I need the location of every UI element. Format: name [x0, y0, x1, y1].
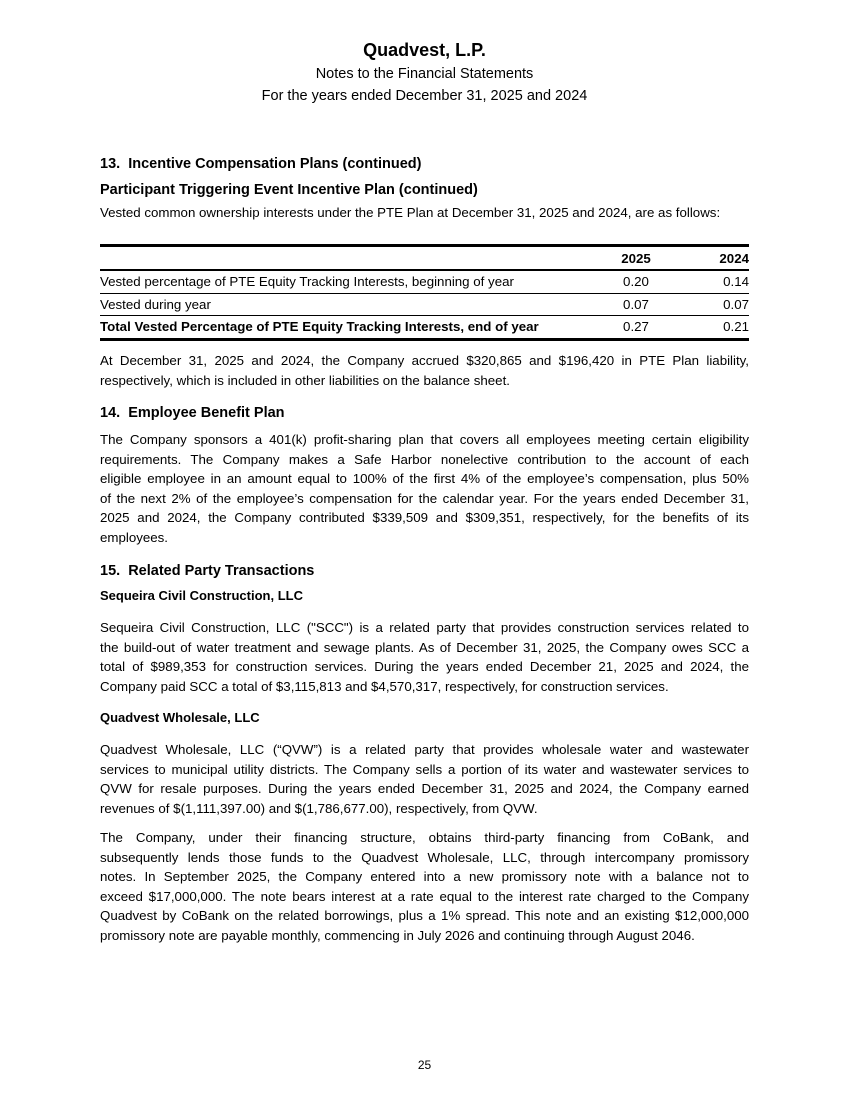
row-label: Total Vested Percentage of PTE Equity Tracking Interests, end of year: [100, 319, 539, 334]
paragraph-line: The Company sponsors a 401(k) profit-sharing plan that covers all employees meeting certain eligibility: [100, 432, 749, 447]
scc-heading: Sequeira Civil Construction, LLC: [100, 588, 303, 603]
company-name: Quadvest, L.P.: [363, 40, 486, 60]
paragraph-line: promissory note are payable monthly, commencing in July 2026 and continuing through August 2046.: [100, 927, 695, 943]
table-total-row: [100, 316, 749, 338]
paragraph-line: eligible employee in an amount equal to 100% of the first 4% of the employee’s compensation, plus 50%: [100, 471, 749, 486]
row-value-2025: 0.20: [623, 274, 649, 289]
row-value-2024: 0.07: [723, 297, 749, 312]
paragraph-line: Quadvest by CoBank on the related borrowings, plus a 1% spread. This note and an existing $12,000,000: [100, 908, 749, 923]
reporting-period: For the years ended December 31, 2025 and 2024: [261, 88, 588, 104]
table-row: [100, 271, 749, 293]
paragraph-line: subsequently lends those funds to the Quadvest Wholesale, LLC, through intercompany promissory: [100, 849, 749, 865]
paragraph-line: requirements. The Company makes a Safe Harbor nonelective contribution to the account of each: [100, 451, 749, 467]
row-value-2024: 0.21: [723, 319, 749, 334]
benefit-plan-paragraph: [100, 430, 749, 547]
column-header-2024: 2024: [719, 251, 749, 266]
row-value-2025: 0.27: [623, 319, 649, 334]
paragraph-line: Quadvest Wholesale, LLC (“QVW”) is a related party that provides wholesale water and wastewater: [100, 742, 749, 757]
row-label: Vested percentage of PTE Equity Tracking Interests, beginning of year: [100, 274, 514, 289]
document-subtitle: Notes to the Financial Statements: [315, 66, 534, 82]
paragraph-line: of the next 2% of the employee’s compensation for the calendar year. For the years ended December 31,: [100, 490, 749, 506]
row-label: Vested during year: [100, 297, 211, 312]
pte-plan-subheading: Participant Triggering Event Incentive Plan (continued): [100, 182, 478, 198]
paragraph-line: the build-out of water treatment and sewage plants. As of December 31, 2025, the Company owes SCC a: [100, 639, 749, 655]
pte-accrual-paragraph: [100, 351, 749, 390]
page-number: 25: [417, 1058, 432, 1072]
section-15-heading: 15. Related Party Transactions: [100, 563, 315, 579]
paragraph-line: Sequeira Civil Construction, LLC ("SCC") is a related party that provides construction services related to: [100, 620, 749, 635]
paragraph-line: exceed $17,000,000. The note bears interest at a rate equal to the interest rate charged to the Company: [100, 888, 749, 904]
row-value-2025: 0.07: [623, 297, 649, 312]
section-13-heading: 13. Incentive Compensation Plans (continued): [100, 156, 422, 172]
paragraph-line: revenues of $(1,111,397.00) and $(1,786,677.00), respectively, from QVW.: [100, 800, 538, 816]
table-top-rule: [100, 244, 749, 247]
paragraph-line: total of $989,353 for construction services. During the years ended December 21, 2025 and 2024, the: [100, 659, 749, 674]
qvw-paragraph: [100, 740, 749, 818]
row-value-2024: 0.14: [723, 274, 749, 289]
pte-intro-text: Vested common ownership interests under the PTE Plan at December 31, 2025 and 2024, are as follows:: [100, 205, 721, 220]
paragraph-line: At December 31, 2025 and 2024, the Company accrued $320,865 and $196,420 in PTE Plan liability,: [100, 353, 749, 368]
financing-paragraph: [100, 828, 749, 945]
table-row: [100, 294, 749, 316]
table-header-row: [100, 248, 749, 270]
table-bottom-rule: [100, 338, 749, 341]
column-header-2025: 2025: [621, 251, 651, 266]
paragraph-line: respectively, which is included in other liabilities on the balance sheet.: [100, 372, 510, 388]
scc-paragraph: [100, 618, 749, 696]
paragraph-line: The Company, under their financing structure, obtains third-party financing from CoBank, and: [100, 830, 749, 845]
paragraph-line: Company paid SCC a total of $3,115,813 and $4,570,317, respectively, for construction services.: [100, 678, 669, 694]
paragraph-line: employees.: [100, 529, 168, 545]
paragraph-line: notes. In September 2025, the Company entered into a new promissory note with a balance not to: [100, 869, 749, 884]
paragraph-line: 2025 and 2024, the Company contributed $339,509 and $309,351, respectively, for the benefits of its: [100, 510, 749, 525]
paragraph-line: services to municipal utility districts. The Company sells a portion of its water and wastewater services to: [100, 761, 749, 777]
section-14-heading: 14. Employee Benefit Plan: [100, 405, 285, 421]
qvw-heading: Quadvest Wholesale, LLC: [100, 710, 260, 725]
paragraph-line: QVW for resale purposes. During the years ended December 31, 2025 and 2024, the Company earned: [100, 781, 749, 796]
